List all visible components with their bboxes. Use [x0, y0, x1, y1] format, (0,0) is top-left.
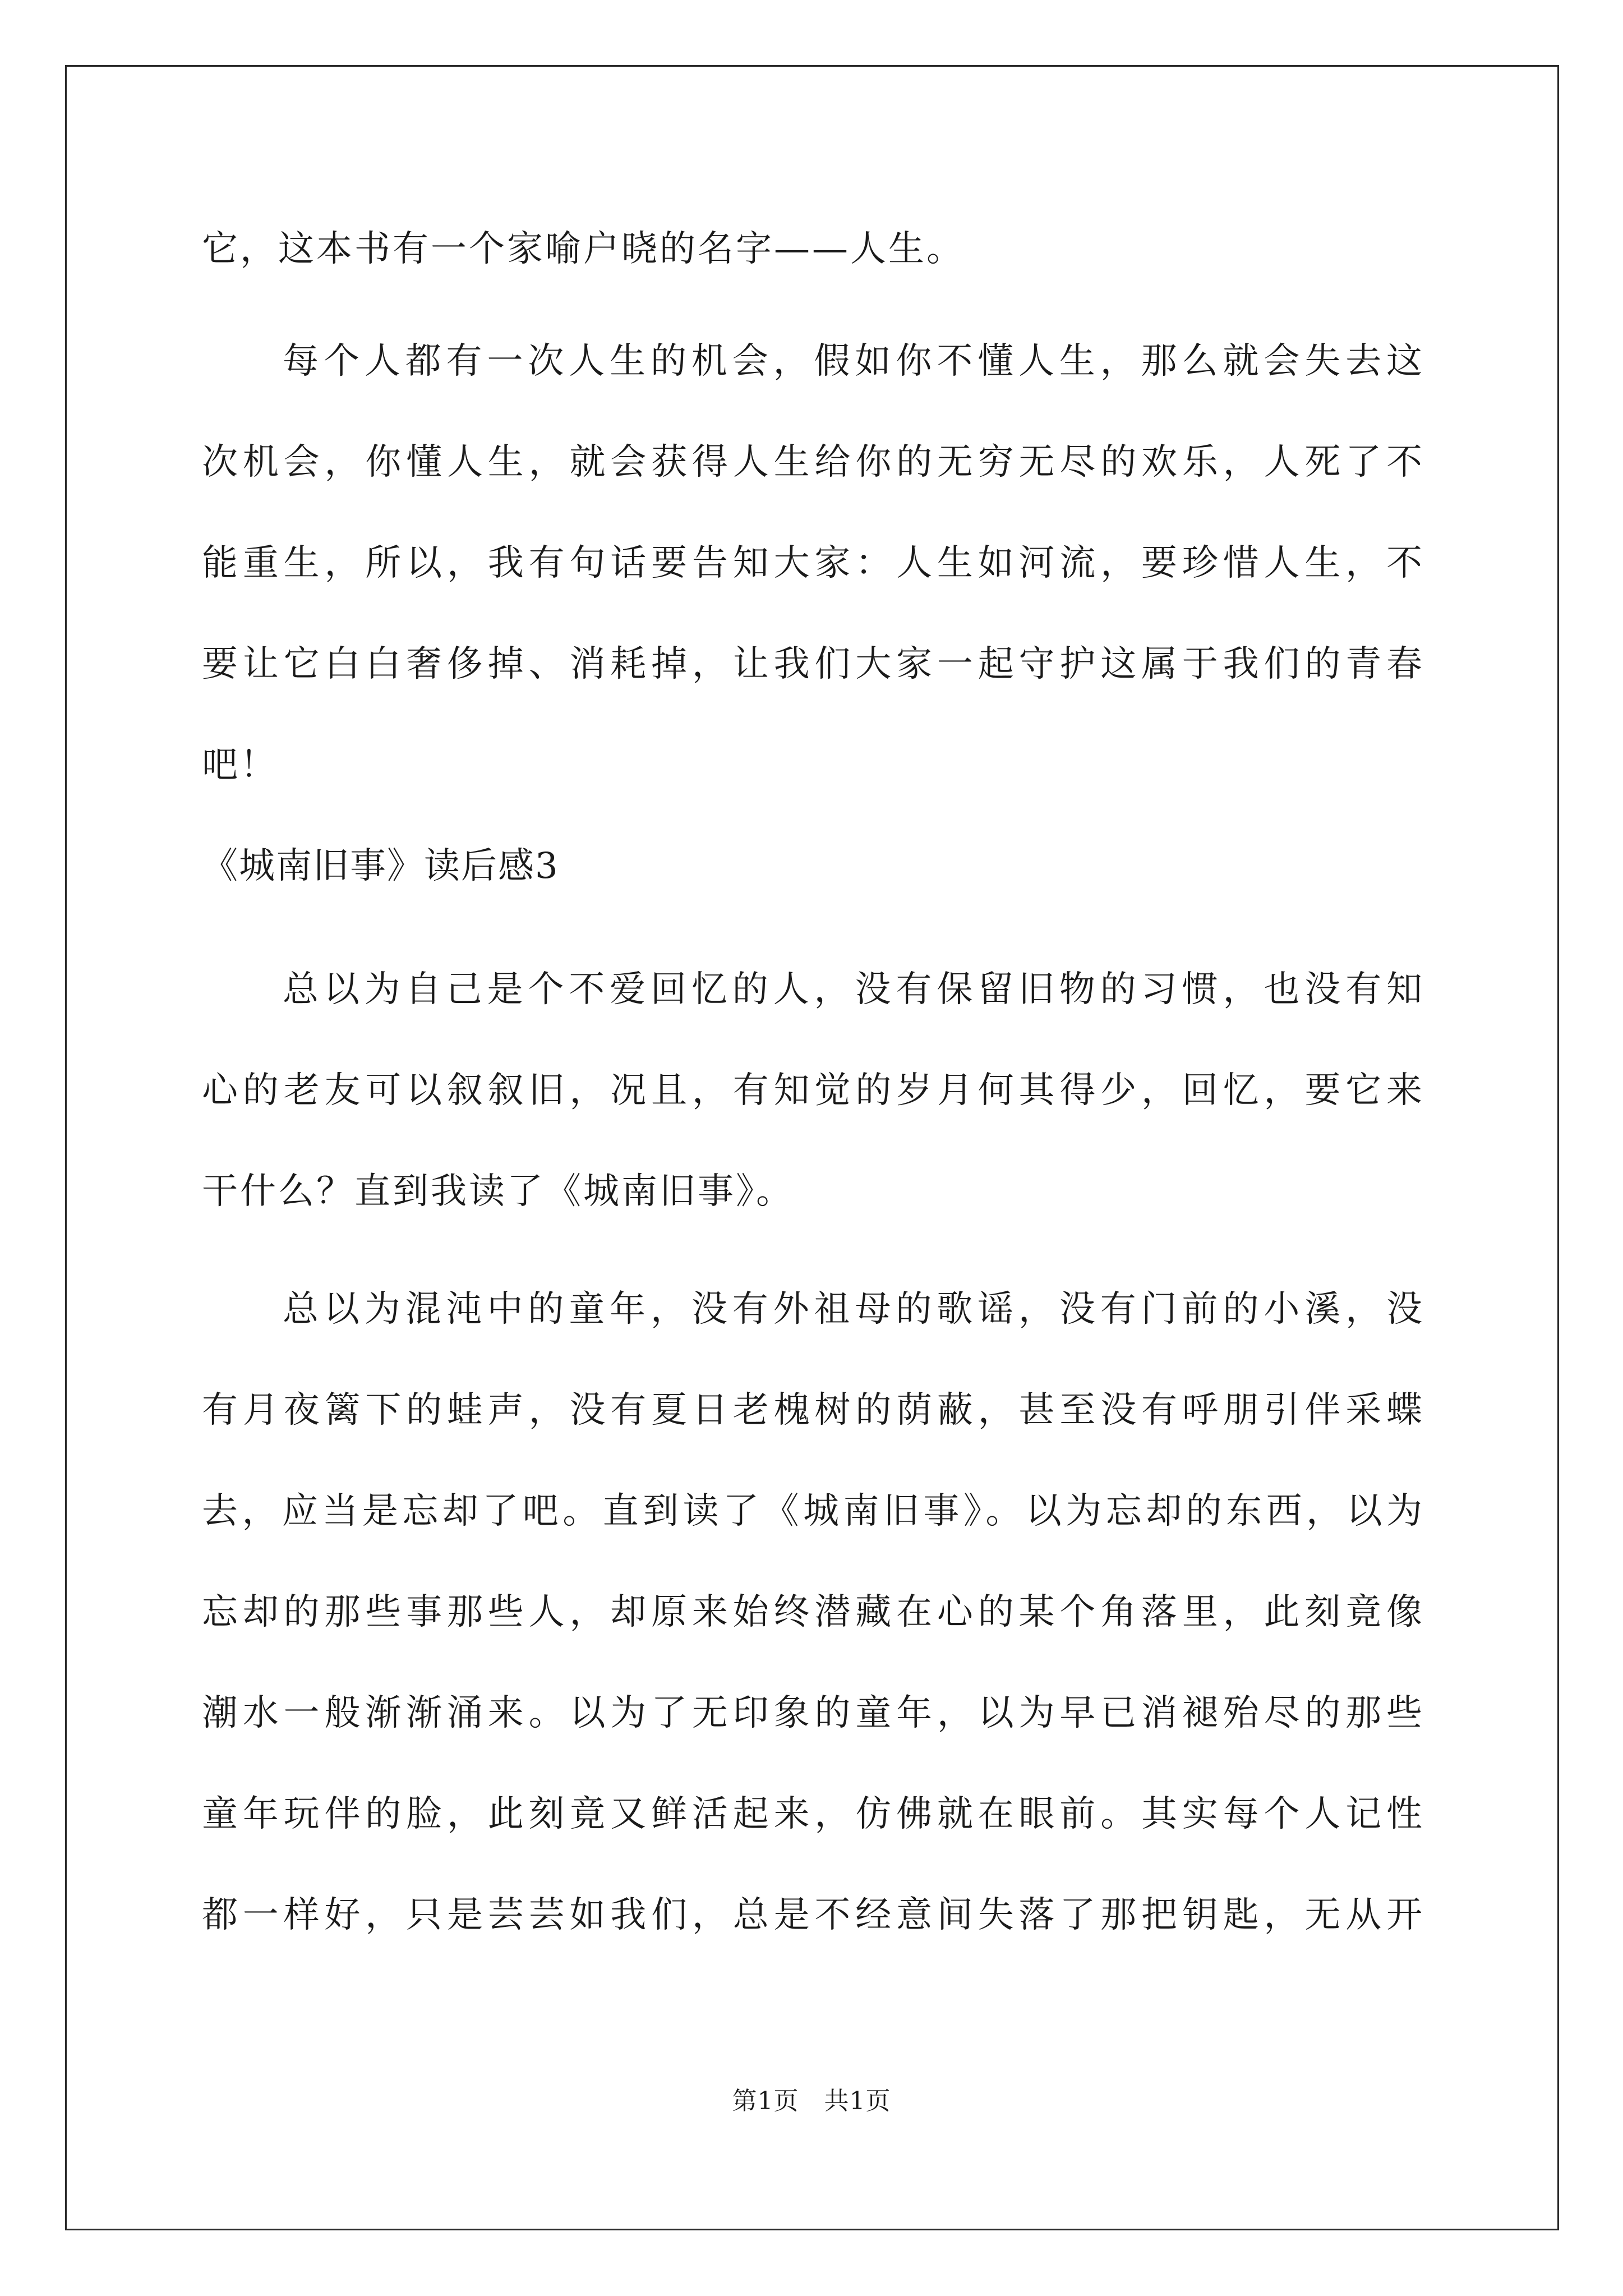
text-line-5: 要让它白白奢侈掉、消耗掉，让我们大家一起守护这属于我们的青春 [202, 643, 1422, 685]
section-heading: 《城南旧事》读后感3 [202, 845, 559, 887]
text-line-1: 它，这本书有一个家喻户晓的名字——人生。 [202, 228, 965, 270]
page-footer: 第1页 共1页 [732, 2087, 891, 2115]
text-line-14: 忘却的那些事那些人，却原来始终潜藏在心的某个角落里，此刻竟像 [202, 1591, 1422, 1633]
text-line-9: 心的老友可以叙叙旧，况且，有知觉的岁月何其得少，回忆，要它来 [202, 1070, 1422, 1111]
text-line-3: 次机会，你懂人生，就会获得人生给你的无穷无尽的欢乐，人死了不 [202, 441, 1422, 483]
text-line-8: 总以为自己是个不爱回忆的人，没有保留旧物的习惯，也没有知 [283, 969, 1422, 1010]
text-line-15: 潮水一般渐渐涌来。以为了无印象的童年，以为早已消褪殆尽的那些 [202, 1692, 1422, 1734]
text-line-16: 童年玩伴的脸，此刻竟又鲜活起来，仿佛就在眼前。其实每个人记性 [202, 1793, 1422, 1835]
text-line-4: 能重生，所以，我有句话要告知大家：人生如河流，要珍惜人生，不 [202, 542, 1422, 584]
text-line-2: 每个人都有一次人生的机会，假如你不懂人生，那么就会失去这 [283, 341, 1422, 382]
text-line-6: 吧！ [202, 744, 278, 786]
text-line-13: 去，应当是忘却了吧。直到读了《城南旧事》。以为忘却的东西，以为 [202, 1490, 1422, 1532]
text-line-10: 干什么？直到我读了《城南旧事》。 [202, 1171, 794, 1212]
text-line-12: 有月夜篱下的蛙声，没有夏日老槐树的荫蔽，甚至没有呼朋引伴采蝶 [202, 1389, 1422, 1431]
text-line-17: 都一样好，只是芸芸如我们，总是不经意间失落了那把钥匙，无从开 [202, 1894, 1422, 1936]
text-line-11: 总以为混沌中的童年，没有外祖母的歌谣，没有门前的小溪，没 [283, 1289, 1422, 1330]
